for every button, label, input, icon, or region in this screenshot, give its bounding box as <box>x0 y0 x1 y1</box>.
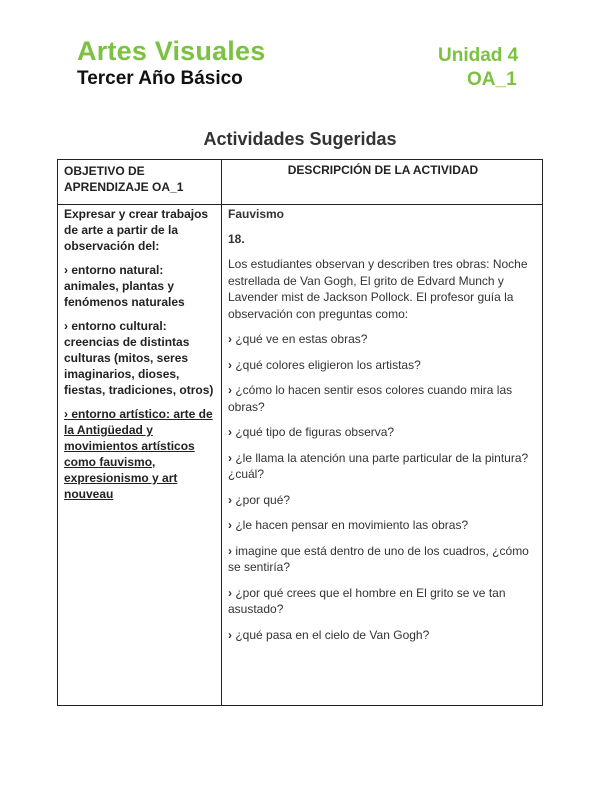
section-title: Actividades Sugeridas <box>203 129 397 149</box>
objective-cell <box>64 206 219 510</box>
bullet-icon: › <box>228 450 232 465</box>
bullet-icon: › <box>228 518 232 532</box>
list-item <box>228 543 538 576</box>
question-text: ¿cómo lo hacen sentir esos colores cuando mira las obras? <box>228 383 513 414</box>
grade-subtitle: Tercer Año Básico <box>77 68 243 89</box>
question-text: ¿qué pasa en el cielo de Van Gogh? <box>235 627 430 642</box>
list-item <box>228 517 538 534</box>
activities-table <box>57 159 543 706</box>
question-text: ¿le llama la atención una parte particular de la pintura? ¿cuál? <box>228 450 529 481</box>
list-item <box>228 424 538 441</box>
question-text: ¿por qué? <box>235 492 291 507</box>
list-item <box>228 331 538 348</box>
question-text: imagine que está dentro de uno de los cuadros, ¿cómo se sentiría? <box>228 543 529 574</box>
oa-label: OA_1 <box>467 69 517 90</box>
question-text: ¿le hacen pensar en movimiento las obras? <box>235 518 469 532</box>
bullet-icon: › <box>228 425 232 439</box>
unit-label: Unidad 4 <box>438 45 519 66</box>
question-list <box>228 331 538 643</box>
objective-intro: Expresar y crear trabajos de arte a partir de la observación del: <box>64 207 209 253</box>
bullet-icon: › <box>228 383 232 397</box>
activity-intro: Los estudiantes observan y describen tres obras: Noche estrellada de Van Gogh, El grito de Edvard Munch y Lavender mist de Jackson Pollock. El profesor guía la observación con preguntas como: <box>228 257 528 321</box>
objective-item-cultural: › entorno cultural: creencias de distintas culturas (mitos, seres imaginarios, dioses, fiestas, tradiciones, otros) <box>64 319 214 397</box>
activity-title: Fauvismo <box>228 207 285 221</box>
column-divider <box>221 160 222 705</box>
bullet-icon: › <box>228 357 232 372</box>
page-header <box>0 0 600 100</box>
objective-column-header: OBJETIVO DE APRENDIZAJE OA_1 <box>64 164 184 194</box>
question-text: ¿qué ve en estas obras? <box>235 332 368 346</box>
objective-item-artistic: › entorno artístico: arte de la Antigüedad y movimientos artísticos como fauvismo, expresionismo y art nouveau <box>64 407 213 501</box>
list-item <box>228 357 538 374</box>
list-item <box>228 492 538 509</box>
table-header-row <box>58 160 542 205</box>
question-text: ¿qué tipo de figuras observa? <box>235 425 395 439</box>
bullet-icon: › <box>228 332 232 346</box>
list-item <box>228 450 538 483</box>
activity-cell <box>228 206 538 652</box>
question-text: ¿qué colores eligieron los artistas? <box>235 357 421 372</box>
bullet-icon: › <box>228 585 232 600</box>
list-item <box>228 627 538 644</box>
description-column-header: DESCRIPCIÓN DE LA ACTIVIDAD <box>287 163 479 177</box>
objective-item-natural: › entorno natural: animales, plantas y fenómenos naturales <box>64 263 185 309</box>
bullet-icon: › <box>228 492 232 507</box>
list-item <box>228 382 538 415</box>
bullet-icon: › <box>228 543 232 558</box>
question-text: ¿por qué crees que el hombre en El grito se ve tan asustado? <box>228 585 506 616</box>
bullet-icon: › <box>228 627 232 642</box>
subject-title: Artes Visuales <box>77 36 266 66</box>
list-item <box>228 585 538 618</box>
activity-number: 18. <box>228 231 245 246</box>
